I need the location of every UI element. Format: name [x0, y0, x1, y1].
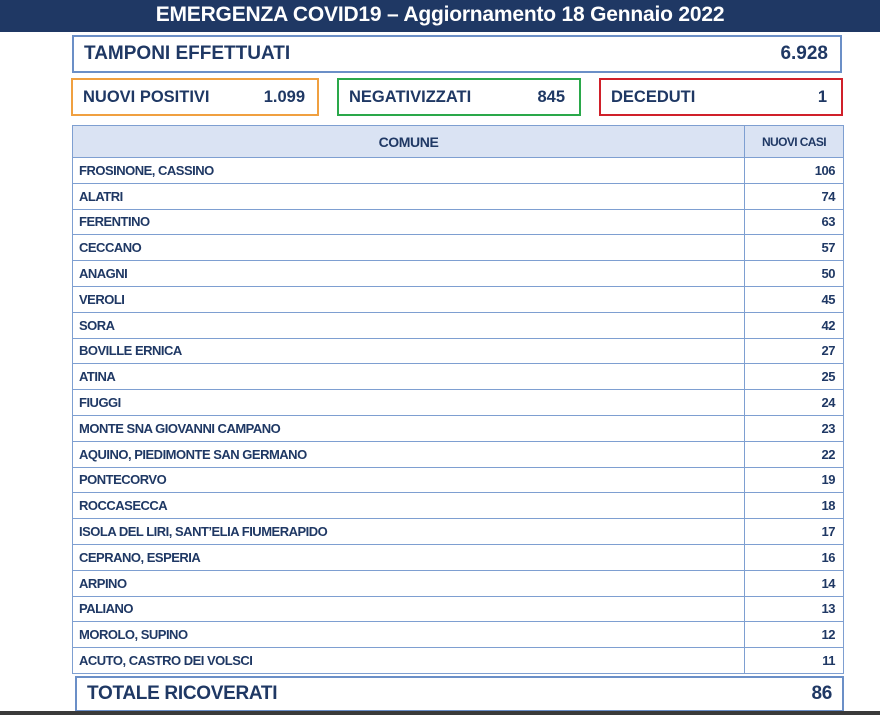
table-row	[73, 648, 844, 674]
nuovi-casi-cell: 14	[745, 570, 844, 596]
nuovi-casi-cell: 24	[745, 390, 844, 416]
deceduti-box	[599, 78, 843, 116]
nuovi-casi-cell: 27	[745, 338, 844, 364]
table-row	[73, 519, 844, 545]
tamponi-label: TAMPONI EFFETTUATI	[84, 43, 291, 64]
comune-cell: ATINA	[73, 364, 745, 390]
totale-ricoverati-label: TOTALE RICOVERATI	[87, 683, 278, 704]
table-row	[73, 441, 844, 467]
nuovi-casi-cell: 45	[745, 286, 844, 312]
nuovi-casi-cell: 106	[745, 158, 844, 184]
negativizzati-box	[337, 78, 581, 116]
table-row	[73, 209, 844, 235]
deceduti-label: DECEDUTI	[611, 87, 696, 106]
comune-cell: FIUGGI	[73, 390, 745, 416]
nuovi-casi-cell: 74	[745, 183, 844, 209]
nuovi-casi-cell: 12	[745, 622, 844, 648]
comune-cell: VEROLI	[73, 286, 745, 312]
nuovi-casi-cell: 18	[745, 493, 844, 519]
nuovi-casi-cell: 22	[745, 441, 844, 467]
totale-ricoverati-box	[75, 676, 844, 712]
comune-cell: MONTE SNA GIOVANNI CAMPANO	[73, 415, 745, 441]
table-row	[73, 338, 844, 364]
totale-ricoverati-value: 86	[811, 683, 832, 704]
table-header-row	[73, 126, 844, 158]
nuovi-casi-cell: 17	[745, 519, 844, 545]
table-row	[73, 390, 844, 416]
table-row	[73, 622, 844, 648]
comune-cell: ANAGNI	[73, 261, 745, 287]
comune-cell: CEPRANO, ESPERIA	[73, 544, 745, 570]
nuovi-casi-cell: 57	[745, 235, 844, 261]
page-title: EMERGENZA COVID19 – Aggiornamento 18 Gennaio 2022	[0, 0, 880, 32]
nuovi-casi-cell: 23	[745, 415, 844, 441]
comune-cell: ALATRI	[73, 183, 745, 209]
table-row	[73, 493, 844, 519]
nuovi-positivi-box	[71, 78, 319, 116]
table-row	[73, 570, 844, 596]
comune-cell: ISOLA DEL LIRI, SANT’ELIA FIUMERAPIDO	[73, 519, 745, 545]
bottom-divider	[0, 711, 880, 715]
table-row	[73, 235, 844, 261]
negativizzati-label: NEGATIVIZZATI	[349, 87, 472, 106]
table-row	[73, 158, 844, 184]
comune-cell: FROSINONE, CASSINO	[73, 158, 745, 184]
comune-cell: AQUINO, PIEDIMONTE SAN GERMANO	[73, 441, 745, 467]
comune-cell: FERENTINO	[73, 209, 745, 235]
table-row	[73, 364, 844, 390]
comune-cell: PONTECORVO	[73, 467, 745, 493]
table-row	[73, 415, 844, 441]
nuovi-casi-cell: 63	[745, 209, 844, 235]
comune-cell: PALIANO	[73, 596, 745, 622]
negativizzati-value: 845	[537, 87, 565, 106]
table-row	[73, 286, 844, 312]
table-row	[73, 467, 844, 493]
nuovi-casi-cell: 25	[745, 364, 844, 390]
nuovi-casi-cell: 13	[745, 596, 844, 622]
nuovi-casi-cell: 50	[745, 261, 844, 287]
comune-cell: ACUTO, CASTRO DEI VOLSCI	[73, 648, 745, 674]
tamponi-value: 6.928	[780, 43, 828, 64]
table-row	[73, 312, 844, 338]
nuovi-casi-cell: 16	[745, 544, 844, 570]
nuovi-casi-cell: 42	[745, 312, 844, 338]
table-row	[73, 183, 844, 209]
comune-cell: BOVILLE ERNICA	[73, 338, 745, 364]
comune-cell: ARPINO	[73, 570, 745, 596]
comune-cell: MOROLO, SUPINO	[73, 622, 745, 648]
cases-table	[72, 125, 844, 674]
table-row	[73, 544, 844, 570]
nuovi-casi-cell: 11	[745, 648, 844, 674]
comune-cell: ROCCASECCA	[73, 493, 745, 519]
tamponi-box	[72, 35, 842, 73]
column-header-nuovi-casi: NUOVI CASI	[745, 126, 844, 158]
comune-cell: CECCANO	[73, 235, 745, 261]
table-row	[73, 261, 844, 287]
table-row	[73, 596, 844, 622]
nuovi-positivi-value: 1.099	[263, 87, 305, 106]
comune-cell: SORA	[73, 312, 745, 338]
nuovi-positivi-label: NUOVI POSITIVI	[83, 87, 210, 106]
column-header-comune: COMUNE	[73, 126, 745, 158]
deceduti-value: 1	[817, 87, 827, 106]
nuovi-casi-cell: 19	[745, 467, 844, 493]
